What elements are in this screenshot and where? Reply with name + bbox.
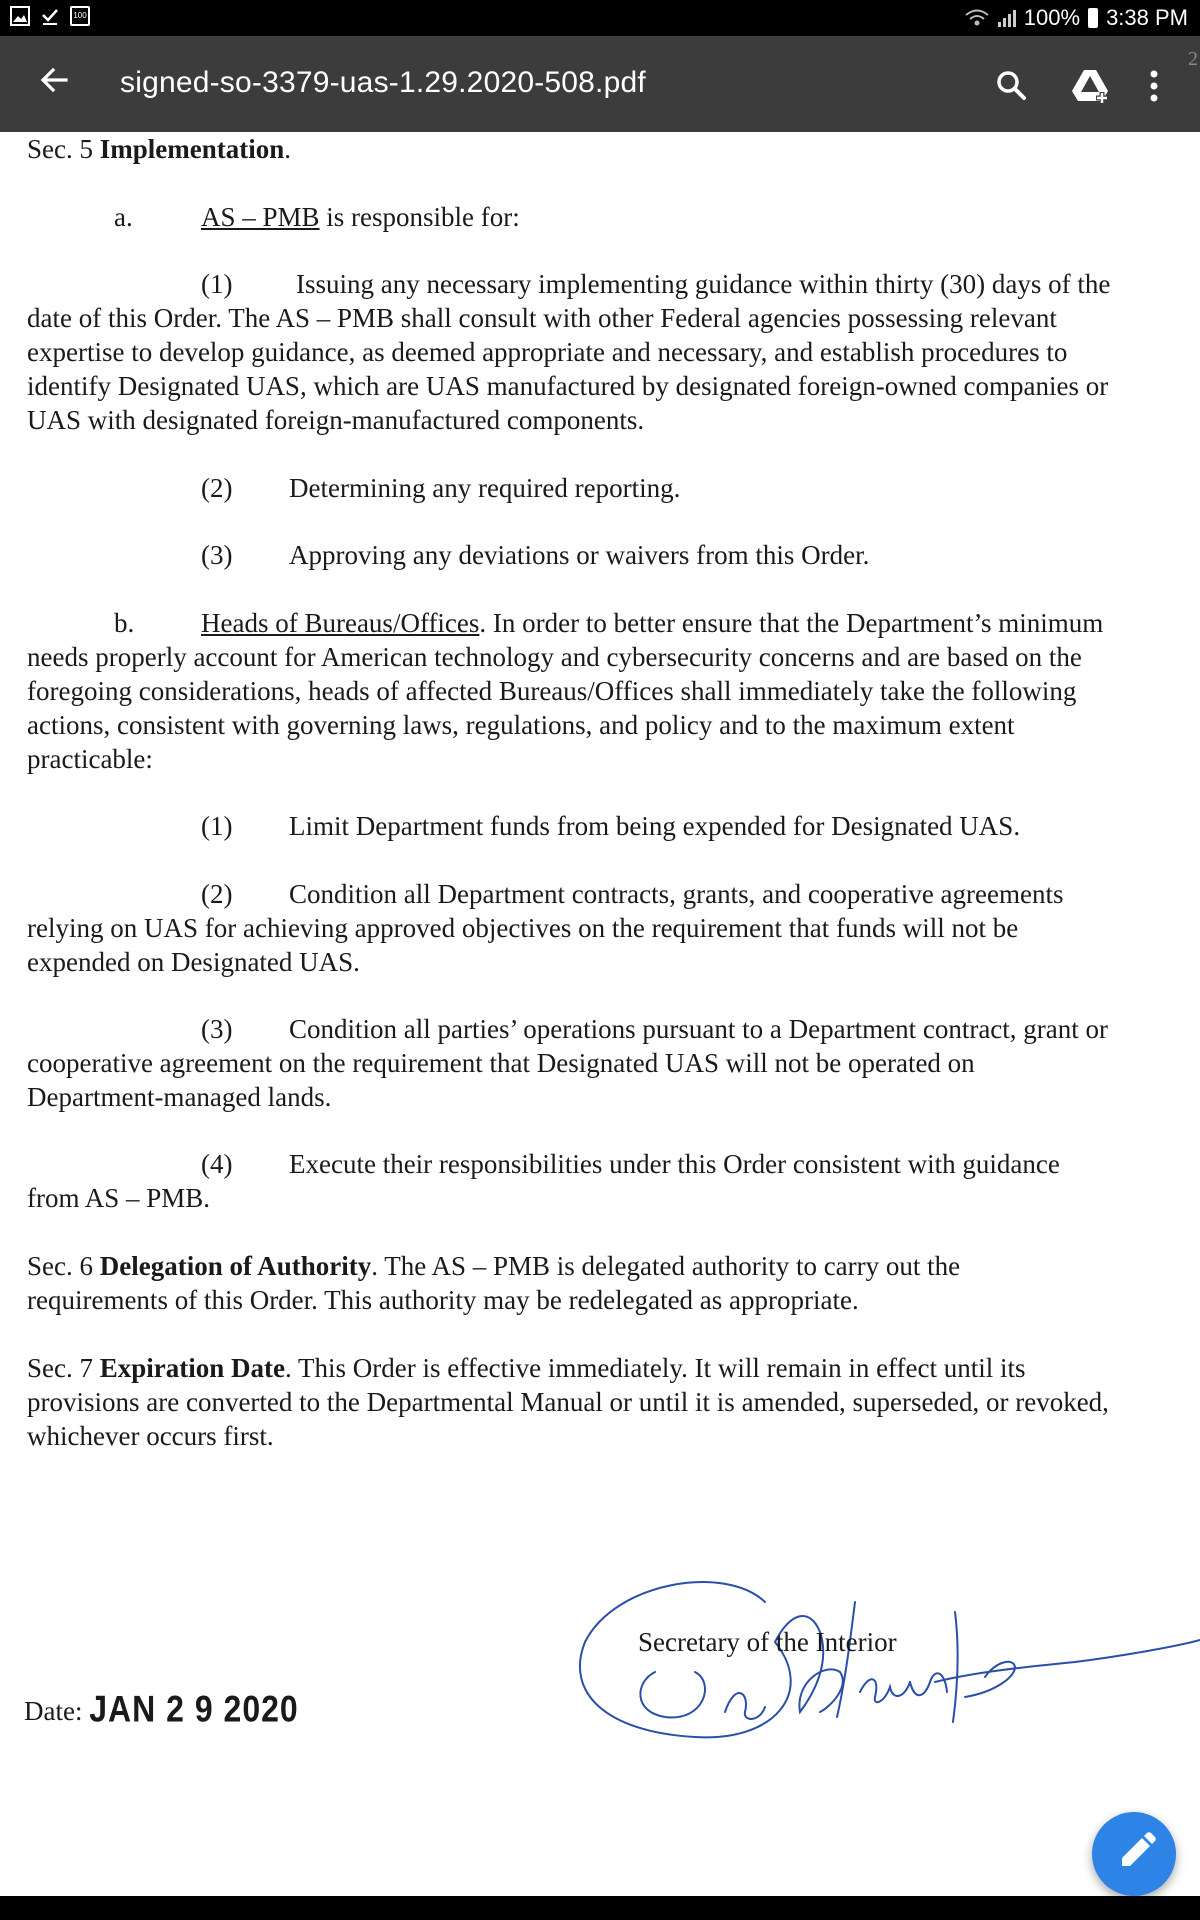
item-a-text: is responsible for: (319, 202, 520, 232)
arrow-back-icon (38, 64, 70, 96)
more-options-button[interactable] (1136, 62, 1172, 110)
sec6-title: Delegation of Authority (99, 1251, 372, 1281)
item-b2-line-1: Condition all Department contracts, grants, and cooperative agreements (289, 879, 1064, 909)
page-edge-digit: 2 (1188, 48, 1198, 70)
sec7-label: Sec. 7 (27, 1353, 93, 1383)
wifi-icon (964, 8, 990, 28)
item-a1-line-3: expertise to develop guidance, as deemed appropriate and necessary, and establish procedures to (27, 337, 1068, 367)
badge-icon (70, 6, 90, 26)
sec6-line-1 (27, 1249, 960, 1283)
sec6-first: . The AS – PMB is delegated authority to carry out the (371, 1251, 961, 1281)
battery-icon (1088, 8, 1098, 28)
item-b2-line-2: relying on UAS for achieving approved objectives on the requirement that funds will not be (27, 913, 1019, 943)
item-a-heading-line (201, 200, 520, 234)
sec7-line-3: whichever occurs first. (27, 1421, 274, 1451)
navigation-bar (0, 1896, 1200, 1920)
item-a1-line-1: Issuing any necessary implementing guidance within thirty (30) days of the (296, 269, 1111, 299)
item-b3-line-1: Condition all parties’ operations pursuant to a Department contract, grant or (289, 1014, 1109, 1044)
gallery-icon (10, 6, 30, 26)
drive-add-icon (1068, 64, 1112, 108)
item-b4-line-2: from AS – PMB. (27, 1183, 211, 1213)
item-a1-line-5: UAS with designated foreign-manufactured components. (27, 405, 645, 435)
pencil-edit-icon (1092, 1812, 1176, 1896)
item-a-heading: AS – PMB (201, 202, 320, 232)
pdf-page[interactable] (0, 132, 1200, 1892)
app-toolbar (0, 36, 1200, 132)
item-b2-number: (2) (201, 879, 233, 909)
back-button[interactable] (30, 64, 78, 104)
search-button[interactable] (990, 64, 1034, 108)
date-line (24, 1688, 299, 1730)
more-vert-icon (1136, 62, 1172, 110)
item-b2-line-3: expended on Designated UAS. (27, 947, 360, 977)
item-b3-line-2: cooperative agreement on the requirement that Designated UAS will not be operated on (27, 1048, 975, 1078)
item-b1-number: (1) (201, 811, 233, 841)
status-bar (0, 0, 1200, 36)
item-a2-number: (2) (201, 473, 233, 503)
item-a3-number: (3) (201, 540, 233, 570)
sec5-period: . (284, 134, 291, 164)
sec6-line-2: requirements of this Order. This authority may be redelegated as appropriate. (27, 1285, 859, 1315)
status-right (964, 5, 1188, 31)
sec5-heading (27, 132, 291, 166)
sec7-first: . This Order is effective immediately. It will remain in effect until its (284, 1353, 1026, 1383)
item-b-first-line: . In order to better ensure that the Department’s minimum (479, 608, 1104, 638)
search-icon (990, 64, 1034, 108)
sec7-title: Expiration Date (99, 1353, 285, 1383)
item-a1-number: (1) (201, 269, 233, 299)
item-a-letter: a. (114, 202, 133, 232)
battery-percent: 100% (1023, 5, 1081, 30)
date-label: Date: (24, 1696, 83, 1726)
item-b-line-4: actions, consistent with governing laws, regulations, and policy and to the maximum extent (27, 710, 1015, 740)
sec5-label: Sec. 5 (27, 134, 93, 164)
handwritten-signature (575, 1572, 1200, 1787)
item-b1-text: Limit Department funds from being expended for Designated UAS. (289, 811, 1021, 841)
item-b-line-3: foregoing considerations, heads of affected Bureaus/Offices shall immediately take the following (27, 676, 1077, 706)
item-b-line-5: practicable: (27, 744, 153, 774)
item-b-line-2: needs properly account for American technology and cybersecurity concerns and are based on the (27, 642, 1082, 672)
add-to-drive-button[interactable] (1068, 64, 1112, 108)
sec7-line-1 (27, 1351, 1026, 1385)
item-b4-line-1: Execute their responsibilities under this Order consistent with guidance (289, 1149, 1060, 1179)
sec5-title: Implementation (99, 134, 285, 164)
signal-icon (998, 9, 1016, 27)
clock: 3:38 PM (1106, 5, 1188, 30)
edit-fab-button[interactable] (1092, 1812, 1176, 1896)
document-title: signed-so-3379-uas-1.29.2020-508.pdf (120, 66, 646, 99)
item-b-heading-line (201, 606, 1103, 640)
item-b3-number: (3) (201, 1014, 233, 1044)
item-a1-line-4: identify Designated UAS, which are UAS manufactured by designated foreign-owned companies or (27, 371, 1109, 401)
signature-caption: Secretary of the Interior (638, 1627, 897, 1657)
status-left-icons (10, 6, 90, 26)
date-stamp: JAN 2 9 2020 (89, 1688, 299, 1730)
item-b-heading: Heads of Bureaus/Offices (201, 608, 480, 638)
item-a1-line-2: date of this Order. The AS – PMB shall consult with other Federal agencies possessing relevant (27, 303, 1057, 333)
item-b-letter: b. (114, 608, 135, 638)
item-b4-number: (4) (201, 1149, 233, 1179)
sec6-label: Sec. 6 (27, 1251, 93, 1281)
sec7-line-2: provisions are converted to the Departmental Manual or until it is amended, superseded, or revoked, (27, 1387, 1109, 1417)
download-done-icon (40, 6, 60, 26)
item-b3-line-3: Department-managed lands. (27, 1082, 332, 1112)
badge-text: 100 (73, 11, 87, 20)
item-a2-text: Determining any required reporting. (289, 473, 681, 503)
item-a3-text: Approving any deviations or waivers from this Order. (289, 540, 870, 570)
